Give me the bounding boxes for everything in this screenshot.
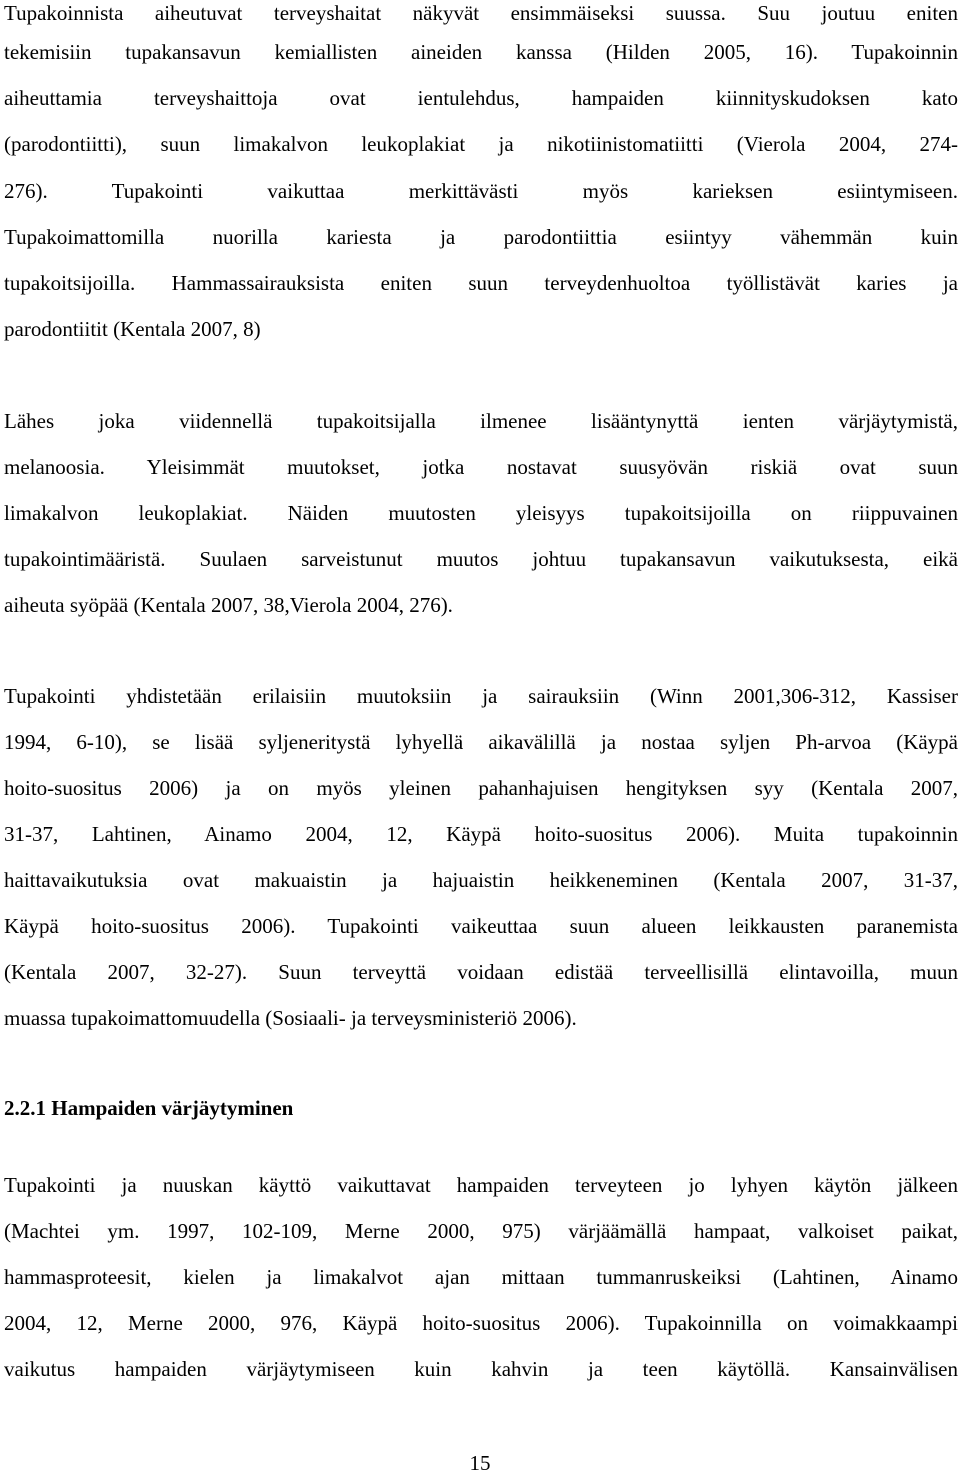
text-line: Tupakoimattomilla nuorilla kariesta ja parodontiittia esiintyy vähemmän kuin: [4, 225, 958, 249]
text-line: 1994, 6-10), se lisää syljeneritystä lyhyellä aikavälillä ja nostaa syljen Ph-arvoa (Käypä: [4, 730, 958, 754]
section-heading: 2.2.1 Hampaiden värjäytyminen: [4, 1096, 294, 1120]
text-line: parodontiitit (Kentala 2007, 8): [4, 317, 261, 341]
text-line: limakalvon leukoplakiat. Näiden muutosten yleisyys tupakoitsijoilla on riippuvainen: [4, 501, 958, 525]
text-line: Käypä hoito-suositus 2006). Tupakointi vaikeuttaa suun alueen leikkausten paranemista: [4, 914, 958, 938]
text-line: hoito-suositus 2006) ja on myös yleinen pahanhajuisen hengityksen syy (Kentala 2007,: [4, 776, 958, 800]
text-line: 276). Tupakointi vaikuttaa merkittävästi myös karieksen esiintymiseen.: [4, 179, 958, 203]
text-line: melanoosia. Yleisimmät muutokset, jotka nostavat suusyövän riskiä ovat suun: [4, 455, 958, 479]
text-line: aiheuta syöpää (Kentala 2007, 38,Vierola 2004, 276).: [4, 593, 453, 617]
text-line: Lähes joka viidennellä tupakoitsijalla ilmenee lisääntynyttä ienten värjäytymistä,: [4, 409, 958, 433]
page-number: 15: [469, 1451, 491, 1475]
text-line: Tupakointi yhdistetään erilaisiin muutoksiin ja sairauksiin (Winn 2001,306-312, Kassiser: [4, 684, 958, 708]
text-line: (Machtei ym. 1997, 102-109, Merne 2000, 975) värjäämällä hampaat, valkoiset paikat,: [4, 1219, 958, 1243]
text-line: (Kentala 2007, 32-27). Suun terveyttä voidaan edistää terveellisillä elintavoilla, muun: [4, 960, 958, 984]
text-line: haittavaikutuksia ovat makuaistin ja hajuaistin heikkeneminen (Kentala 2007, 31-37,: [4, 868, 958, 892]
text-line: vaikutus hampaiden värjäytymiseen kuin kahvin ja teen käytöllä. Kansainvälisen: [4, 1357, 958, 1381]
text-line: tupakoitsijoilla. Hammassairauksista eniten suun terveydenhuoltoa työllistävät karies ja: [4, 271, 958, 295]
text-line: 31-37, Lahtinen, Ainamo 2004, 12, Käypä hoito-suositus 2006). Muita tupakoinnin: [4, 822, 958, 846]
text-line: 2004, 12, Merne 2000, 976, Käypä hoito-suositus 2006). Tupakoinnilla on voimakkaampi: [4, 1311, 958, 1335]
text-line: Tupakoinnista aiheutuvat terveyshaitat näkyvät ensimmäiseksi suussa. Suu joutuu eniten: [4, 1, 958, 25]
text-line: tupakointimääristä. Suulaen sarveistunut muutos johtuu tupakansavun vaikutuksesta, eikä: [4, 547, 958, 571]
text-line: aiheuttamia terveyshaittoja ovat ientulehdus, hampaiden kiinnityskudoksen kato: [4, 86, 958, 110]
text-line: Tupakointi ja nuuskan käyttö vaikuttavat hampaiden terveyteen jo lyhyen käytön jälkeen: [4, 1173, 958, 1197]
text-line: (parodontiitti), suun limakalvon leukoplakiat ja nikotiinistomatiitti (Vierola 2004, 274-: [4, 132, 958, 156]
text-line: muassa tupakoimattomuudella (Sosiaali- ja terveysministeriö 2006).: [4, 1006, 577, 1030]
text-line: hammasproteesit, kielen ja limakalvot ajan mittaan tummanruskeiksi (Lahtinen, Ainamo: [4, 1265, 958, 1289]
text-line: tekemisiin tupakansavun kemiallisten aineiden kanssa (Hilden 2005, 16). Tupakoinnin: [4, 40, 958, 64]
